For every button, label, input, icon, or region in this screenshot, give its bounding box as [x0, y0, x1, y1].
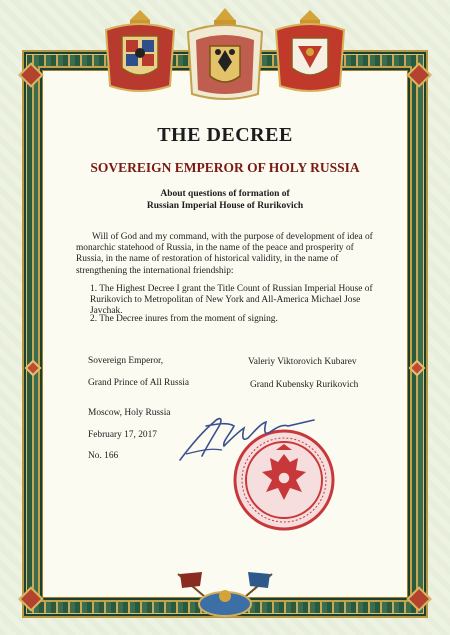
issue-place: Moscow, Holy Russia [88, 408, 171, 418]
coat-of-arms-left-icon [100, 6, 180, 96]
coat-of-arms-right-icon [270, 6, 350, 96]
decree-paragraph-item-2: 2. The Decree inures from the moment of signing. [90, 314, 278, 324]
issue-number: No. 166 [88, 451, 119, 461]
about-line-2: Russian Imperial House of Rurikovich [146, 201, 304, 211]
coat-of-arms-center-icon [182, 6, 268, 106]
signatory-title-line-2: Grand Prince of All Russia [88, 378, 190, 388]
decree-paragraph-item-1: 1. The Highest Decree I grant the Title Count of Russian Imperial House of Rurikovich to Metropolitan of New York and All-America Michael Jose Javchak. [90, 284, 373, 317]
decree-title: THE DECREE [157, 124, 293, 146]
decree-paragraph-preamble: Will of God and my command, with the purpose of development of idea of monarchic statehood of Russia, in the name of the peace and prosperity of Russia, in the name of restoration of historical validity, in the name of strengthening the international friendship: [76, 232, 373, 276]
signatory-name-line-1: Valeriy Viktorovich Kubarev [248, 357, 357, 367]
handwritten-signature-icon [172, 404, 322, 473]
crossed-flags-emblem-icon [168, 568, 282, 623]
decree-subtitle: SOVEREIGN EMPEROR OF HOLY RUSSIA [90, 160, 360, 175]
document-paper [42, 70, 408, 598]
signatory-name-line-2: Grand Kubensky Rurikovich [250, 380, 359, 390]
signatory-title-line-1: Sovereign Emperor, [88, 356, 164, 366]
about-line-1: About questions of formation of [160, 189, 290, 199]
issue-date: February 17, 2017 [88, 430, 157, 440]
